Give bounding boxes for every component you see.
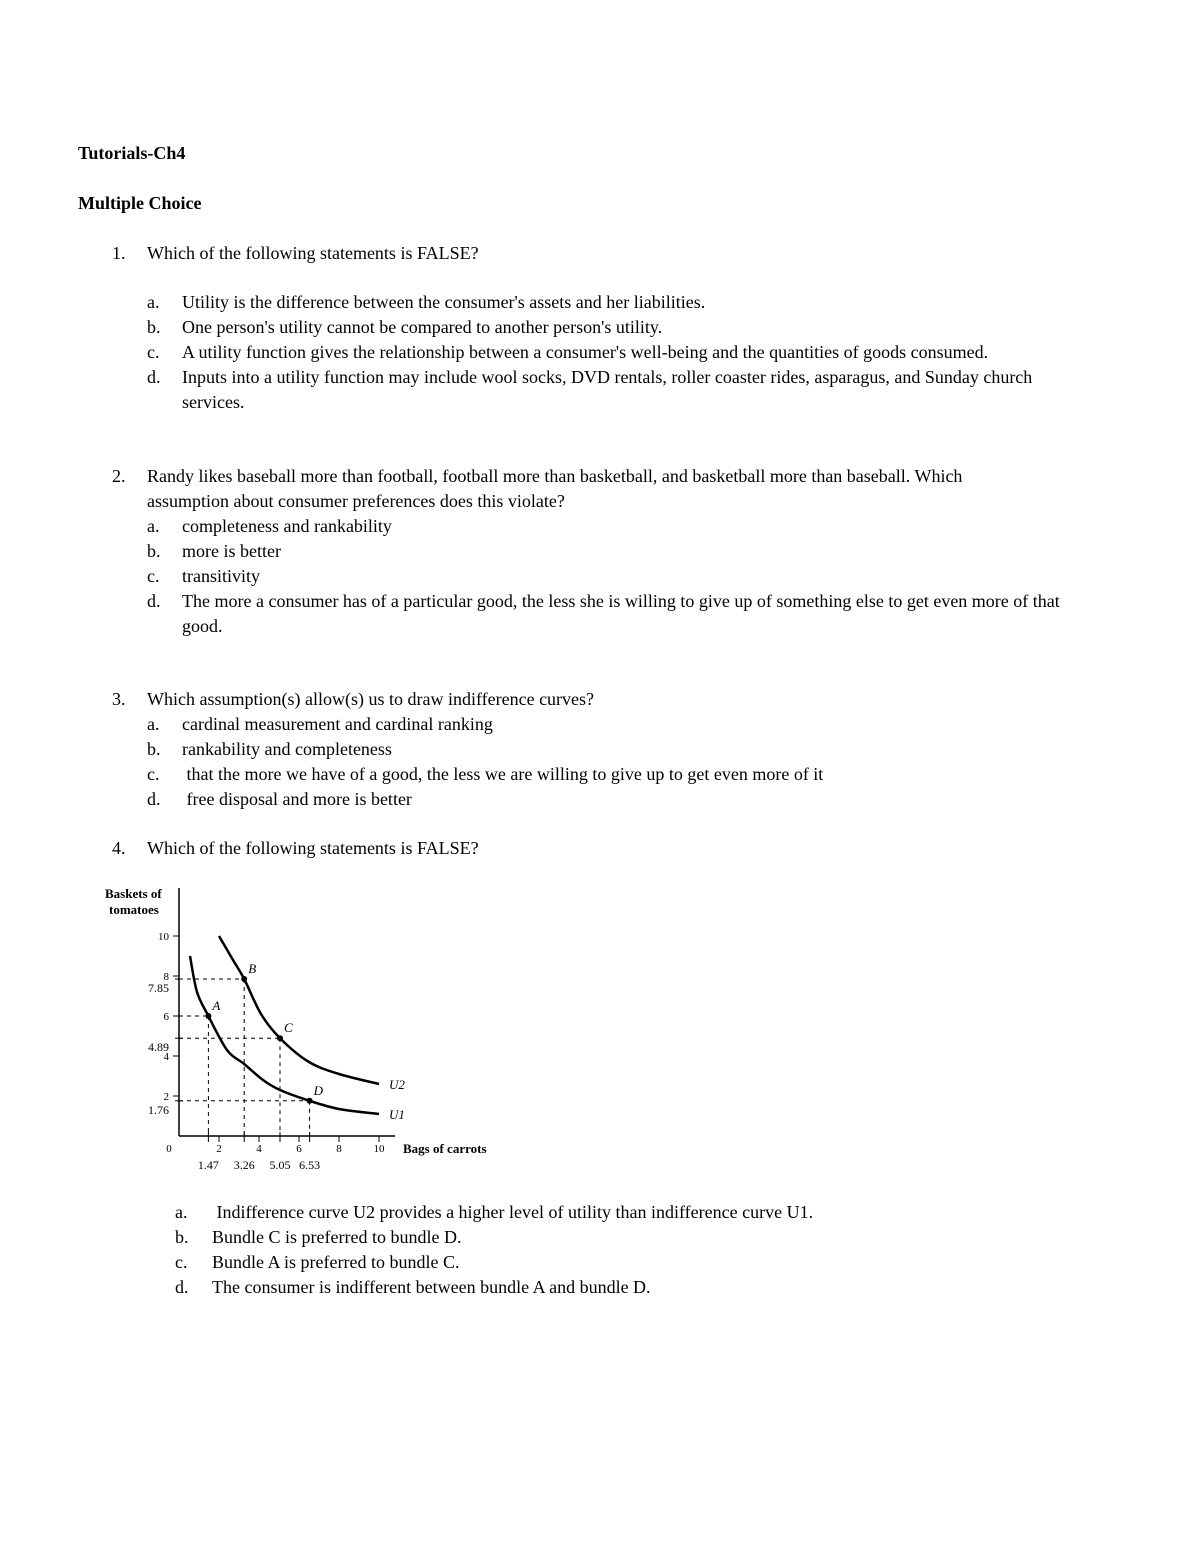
y-marked-label: 1.76 — [148, 1102, 169, 1117]
question-number: 1. — [112, 243, 126, 263]
option-letter: b. — [147, 739, 161, 759]
option-a — [112, 290, 1112, 315]
x-marked-label: 3.26 — [233, 1158, 255, 1172]
option-d — [112, 365, 1112, 415]
question-text: Which assumption(s) allow(s) us to draw indifference curves? — [147, 689, 595, 709]
y-axis-label-line-2: tomatoes — [109, 902, 159, 917]
option-text: completeness and rankability — [182, 516, 392, 536]
option-letter: c. — [147, 764, 160, 784]
chart-svg — [95, 880, 515, 1180]
option-a — [112, 712, 1112, 737]
question-number: 4. — [112, 838, 126, 858]
option-letter: a. — [175, 1202, 188, 1222]
option-c — [175, 1250, 1075, 1275]
option-letter: d. — [175, 1277, 189, 1297]
question-4-options — [175, 1200, 1075, 1300]
option-text: Bundle A is preferred to bundle C. — [212, 1252, 460, 1272]
option-letter: b. — [175, 1227, 189, 1247]
x-marked-label: 5.05 — [269, 1158, 291, 1172]
y-marked-label: 4.89 — [148, 1040, 169, 1055]
question-text: Which of the following statements is FALSE? — [147, 243, 479, 263]
option-letter: a. — [147, 516, 160, 536]
question-number: 3. — [112, 689, 126, 709]
point-label: D — [313, 1082, 323, 1098]
x-axis-label: Bags of carrots — [403, 1141, 487, 1156]
question-text: Randy likes baseball more than football, football more than basketball, and basketball more than baseball. Which assumption about consumer preferences does this violate? — [147, 466, 963, 511]
point-b — [241, 976, 247, 982]
y-tick-label: 6 — [163, 1011, 169, 1023]
x-tick-label: 0 — [166, 1143, 172, 1155]
option-letter: d. — [147, 789, 161, 809]
option-text: Indifference curve U2 provides a higher level of utility than indifference curve U1. — [212, 1202, 814, 1222]
question-text: Which of the following statements is FALSE? — [147, 838, 479, 858]
option-text: Bundle C is preferred to bundle D. — [212, 1227, 462, 1247]
option-letter: c. — [175, 1252, 188, 1272]
indifference-curve-chart — [95, 880, 515, 1180]
option-c — [112, 762, 1112, 787]
question-3 — [112, 687, 1112, 812]
x-marked-label: 6.53 — [299, 1158, 321, 1172]
option-d — [175, 1275, 1075, 1300]
point-c — [277, 1035, 283, 1041]
option-letter: b. — [147, 541, 161, 561]
option-text: more is better — [182, 541, 281, 561]
option-b — [112, 315, 1112, 340]
x-tick-label: 6 — [296, 1143, 302, 1155]
option-list — [112, 514, 1112, 639]
y-axis-label — [105, 886, 162, 917]
option-letter: b. — [147, 317, 161, 337]
x-tick-label: 8 — [336, 1143, 342, 1155]
option-list — [112, 712, 1112, 812]
option-b — [175, 1225, 1075, 1250]
option-d — [112, 589, 1112, 639]
question-4 — [112, 836, 1112, 861]
option-text: free disposal and more is better — [182, 789, 412, 809]
option-text: One person's utility cannot be compared to another person's utility. — [182, 317, 663, 337]
question-1 — [112, 241, 1112, 415]
option-a — [112, 514, 1112, 539]
section-title: Multiple Choice — [78, 193, 202, 213]
option-letter: c. — [147, 342, 160, 362]
point-label: B — [248, 961, 257, 976]
option-text: Utility is the difference between the consumer's assets and her liabilities. — [182, 292, 706, 312]
option-b — [112, 737, 1112, 762]
option-letter: d. — [147, 591, 161, 611]
option-text: cardinal measurement and cardinal ranking — [182, 714, 493, 734]
option-text: The more a consumer has of a particular good, the less she is willing to give up of something else to get even more of that good. — [182, 591, 1060, 636]
x-marked-label: 1.47 — [197, 1158, 219, 1172]
series-label: U2 — [389, 1077, 405, 1092]
point-label: A — [212, 998, 221, 1013]
option-text: Inputs into a utility function may include wool socks, DVD rentals, roller coaster rides, asparagus, and Sunday church services. — [182, 367, 1033, 412]
document-title: Tutorials-Ch4 — [78, 143, 186, 163]
option-letter: d. — [147, 367, 161, 387]
option-c — [112, 340, 1112, 365]
option-text: rankability and completeness — [182, 739, 392, 759]
option-letter: c. — [147, 566, 160, 586]
point-a — [205, 1013, 211, 1019]
y-tick-label: 2 — [163, 1091, 169, 1103]
option-text: that the more we have of a good, the less we are willing to give up to get even more of it — [182, 764, 824, 784]
option-c — [112, 564, 1112, 589]
series-label: U1 — [389, 1107, 405, 1122]
point-label: C — [284, 1020, 293, 1036]
question-number: 2. — [112, 466, 126, 486]
y-marked-label: 7.85 — [148, 981, 169, 995]
x-tick-label: 2 — [216, 1143, 222, 1155]
option-text: A utility function gives the relationship between a consumer's well-being and the quantities of goods consumed. — [182, 342, 989, 362]
y-axis-label-line-1: Baskets of — [105, 886, 162, 901]
y-tick-label: 10 — [158, 931, 169, 943]
y-tick-label: 4 — [163, 1051, 169, 1063]
option-a — [175, 1200, 1075, 1225]
option-text: The consumer is indifferent between bundle A and bundle D. — [212, 1277, 651, 1297]
x-tick-label: 4 — [256, 1143, 262, 1155]
option-letter: a. — [147, 292, 160, 312]
question-2 — [112, 464, 1112, 639]
option-list — [112, 290, 1112, 415]
option-b — [112, 539, 1112, 564]
option-text: transitivity — [182, 566, 260, 586]
option-d — [112, 787, 1112, 812]
option-letter: a. — [147, 714, 160, 734]
y-tick-label: 8 — [163, 971, 169, 983]
x-tick-label: 10 — [373, 1143, 385, 1155]
point-d — [307, 1098, 313, 1104]
